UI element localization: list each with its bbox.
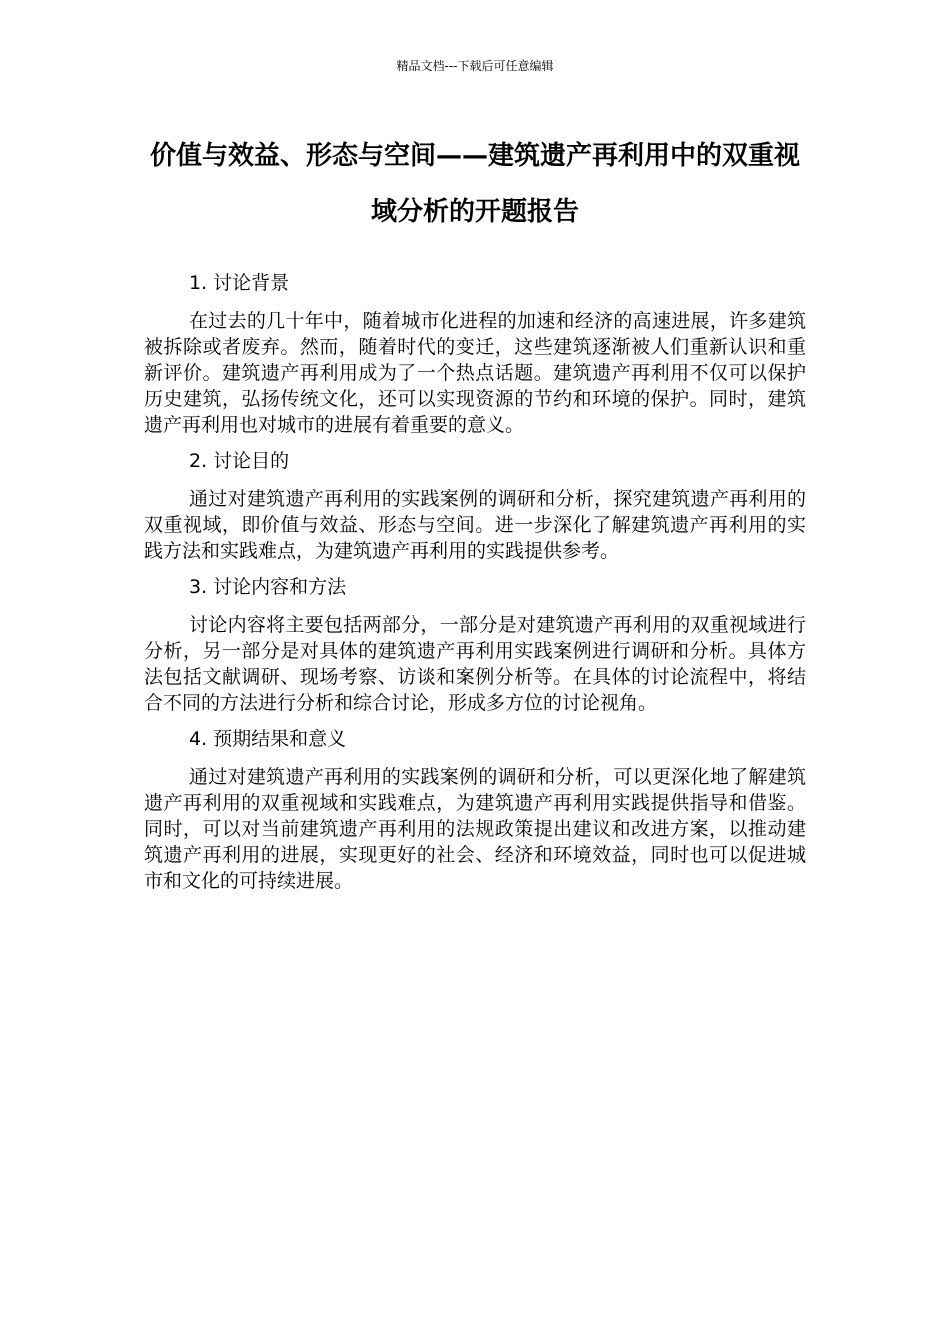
section-purpose [144, 446, 806, 564]
section-background [144, 268, 806, 438]
section-heading: 4. 预期结果和意义 [189, 728, 347, 750]
section-paragraph: 通过对建筑遗产再利用的实践案例的调研和分析，探究建筑遗产再利用的双重视域，即价值与效益、形态与空间。进一步深化了解建筑遗产再利用的实践方法和实践难点，为建筑遗产再利用的实践提供参考。 [144, 488, 806, 562]
section-heading: 1. 讨论背景 [189, 272, 290, 294]
section-paragraph: 在过去的几十年中，随着城市化进程的加速和经济的高速进展，许多建筑被拆除或者废弃。然而，随着时代的变迁，这些建筑逐渐被人们重新认识和重新评价。建筑遗产再利用成为了一个热点话题。建筑遗产再利用不仅可以保护历史建筑，弘扬传统文化，还可以实现资源的节约和环境的保护。同时，建筑遗产再利用也对城市的进展有着重要的意义。 [144, 310, 806, 436]
section-expected-results [144, 724, 806, 894]
section-heading: 3. 讨论内容和方法 [189, 576, 347, 598]
section-heading: 2. 讨论目的 [189, 450, 290, 472]
document-title: 价值与效益、形态与空间——建筑遗产再利用中的双重视域分析的开题报告 [149, 141, 800, 227]
document-body [144, 268, 806, 902]
section-content-methods [144, 572, 806, 716]
section-paragraph: 讨论内容将主要包括两部分，一部分是对建筑遗产再利用的双重视域进行分析，另一部分是对具体的建筑遗产再利用实践案例进行调研和分析。具体方法包括文献调研、现场考察、访谈和案例分析等。在具体的讨论流程中，将结合不同的方法进行分析和综合讨论，形成多方位的讨论视角。 [144, 614, 806, 714]
section-paragraph: 通过对建筑遗产再利用的实践案例的调研和分析，可以更深化地了解建筑遗产再利用的双重视域和实践难点，为建筑遗产再利用实践提供指导和借鉴。同时，可以对当前建筑遗产再利用的法规政策提出建议和改进方案，以推动建筑遗产再利用的进展，实现更好的社会、经济和环境效益，同时也可以促进城市和文化的可持续进展。 [144, 766, 806, 892]
header-note: 精品文档---下载后可任意编辑 [396, 59, 554, 73]
